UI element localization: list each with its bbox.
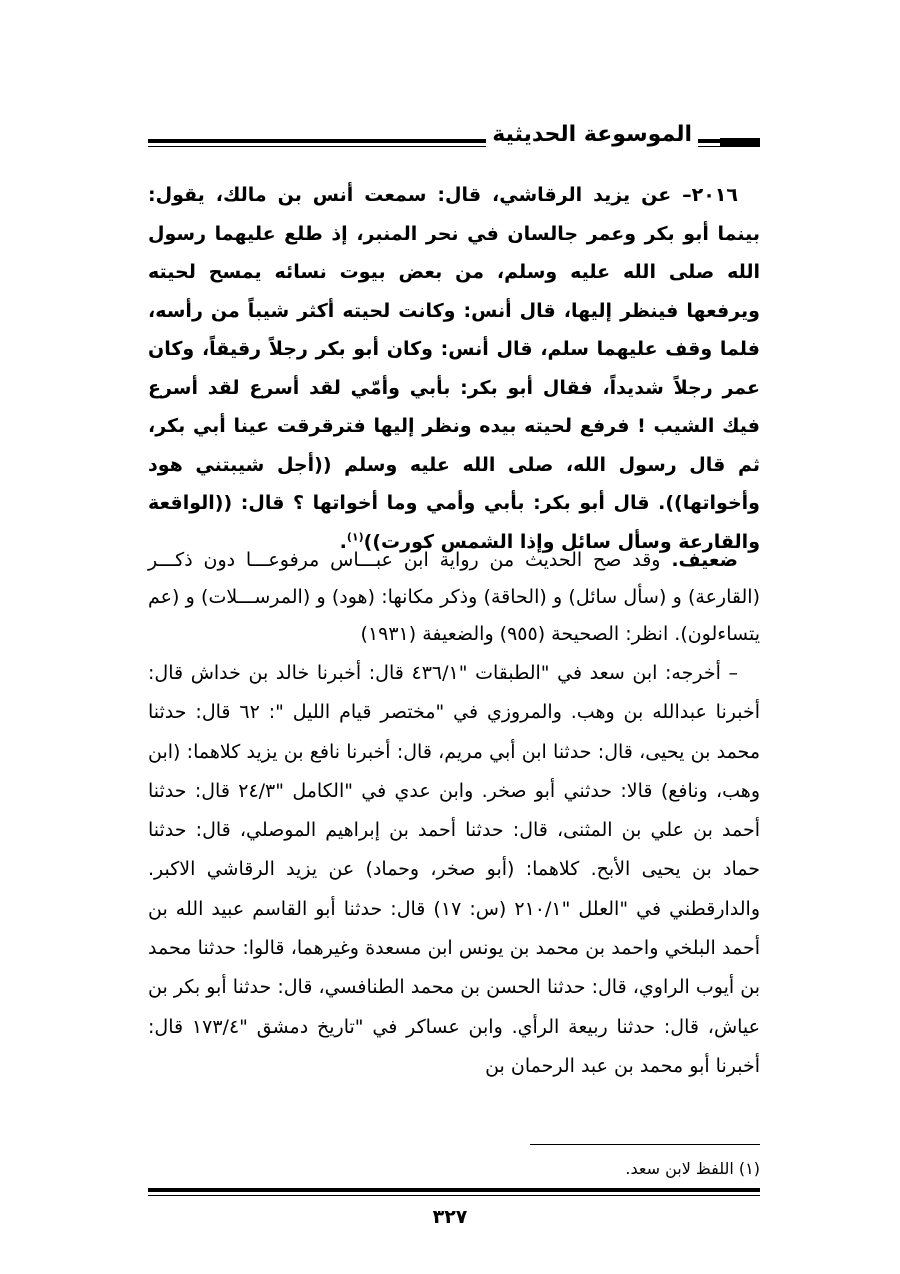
grading-paragraph bbox=[148, 542, 760, 653]
footnote: (١) اللفظ لابن سعد. bbox=[625, 1159, 760, 1178]
header-rule-end-bar bbox=[720, 138, 760, 146]
header-title: الموسوعة الحديثية bbox=[486, 122, 698, 147]
footer-rule-thick bbox=[148, 1188, 760, 1192]
footer-rule-thin bbox=[148, 1195, 760, 1196]
hadith-text: ٢٠١٦– عن يزيد الرقاشي، قال: سمعت أنس بن مالك، يقول: بينما أبو بكر وعمر جالسان في نحر المنبر، إذ طلع عليهما رسول الله صلى الله عليه وسلم، من بعض بيوت نسائه يمسح لحيته ويرفعها فينظر إليها، قال أنس: وكانت لحيته أكثر شيباً من رأسه، فلما وقف عليهما سلم، قال أنس: وكان أبو بكر رجلاً رقيقاً، وكان عمر رجلاً شديداً، فقال أبو بكر: بأبي وأمّي لقد أسرع لقد أسرع فيك الشيب ! فرفع لحيته بيده ونظر إليها فترقرقت عينا أبي بكر، ثم قال رسول الله، صلى الله عليه وسلم ((أجل شيبتني هود وأخواتها)). قال أبو بكر: بأبي وأمي وما أخواتها ؟ قال: ((الواقعة والقارعة وسأل سائل وإذا الشمس كورت)) bbox=[148, 184, 760, 553]
grading-text: وقد صح الحديث من رواية ابن عبـــاس مرفوعـــا دون ذكـــر (القارعة) و (سأل سائل) و (الحاقة) وذكر مكانها: (هود) و (المرســـلات) و (عم يتساءلون). انظر: الصحيحة (٩٥٥) والضعيفة (١٩٣١) bbox=[148, 549, 760, 645]
page-number: ٣٢٧ bbox=[432, 1206, 468, 1228]
hadith-end-mark: . bbox=[339, 530, 347, 553]
takhrij-text: – أخرجه: ابن سعد في "الطبقات "٤٣٦/١ قال: أخبرنا خالد بن خداش قال: أخبرنا عبدالله بن وهب. والمروزي في "مختصر قيام الليل ": ٦٢ قال: حدثنا محمد بن يحيى، قال: حدثنا ابن أبي مريم، قال: أخبرنا نافع بن يزيد كلاهما: (ابن وهب، ونافع) قالا: حدثني أبو صخر. وابن عدي في "الكامل "٢٤/٣ قال: حدثنا أحمد بن علي بن المثنى، قال: حدثنا أحمد بن إبراهيم الموصلي، قال: حدثنا حماد بن يحيى الأبح. كلاهما: (أبو صخر، وحماد) عن يزيد الرقاشي الاكبر. والدارقطني في "العلل "٢١٠/١ (س: ١٧) قال: حدثنا أبو القاسم عبيد الله بن أحمد البلخي واحمد بن محمد بن يونس ابن مسعدة وغيرهما، قالوا: حدثنا محمد بن أيوب الراوي، قال: حدثنا الحسن بن محمد الطنافسي، قال: حدثنا أبو بكر بن عياش، قال: حدثنا ربيعة الرأي. وابن عساكر في "تاريخ دمشق "١٧٣/٤ قال: أخبرنا أبو محمد بن عبد الرحمان بن bbox=[148, 662, 760, 1077]
grading-label: ضعيف. bbox=[671, 549, 738, 571]
footnote-reference: (١) bbox=[346, 530, 364, 544]
running-header bbox=[148, 122, 760, 152]
hadith-paragraph bbox=[148, 176, 760, 561]
footnote-separator bbox=[530, 1144, 760, 1145]
takhrij-paragraph bbox=[148, 654, 760, 1086]
hadith-text-block bbox=[148, 176, 760, 561]
